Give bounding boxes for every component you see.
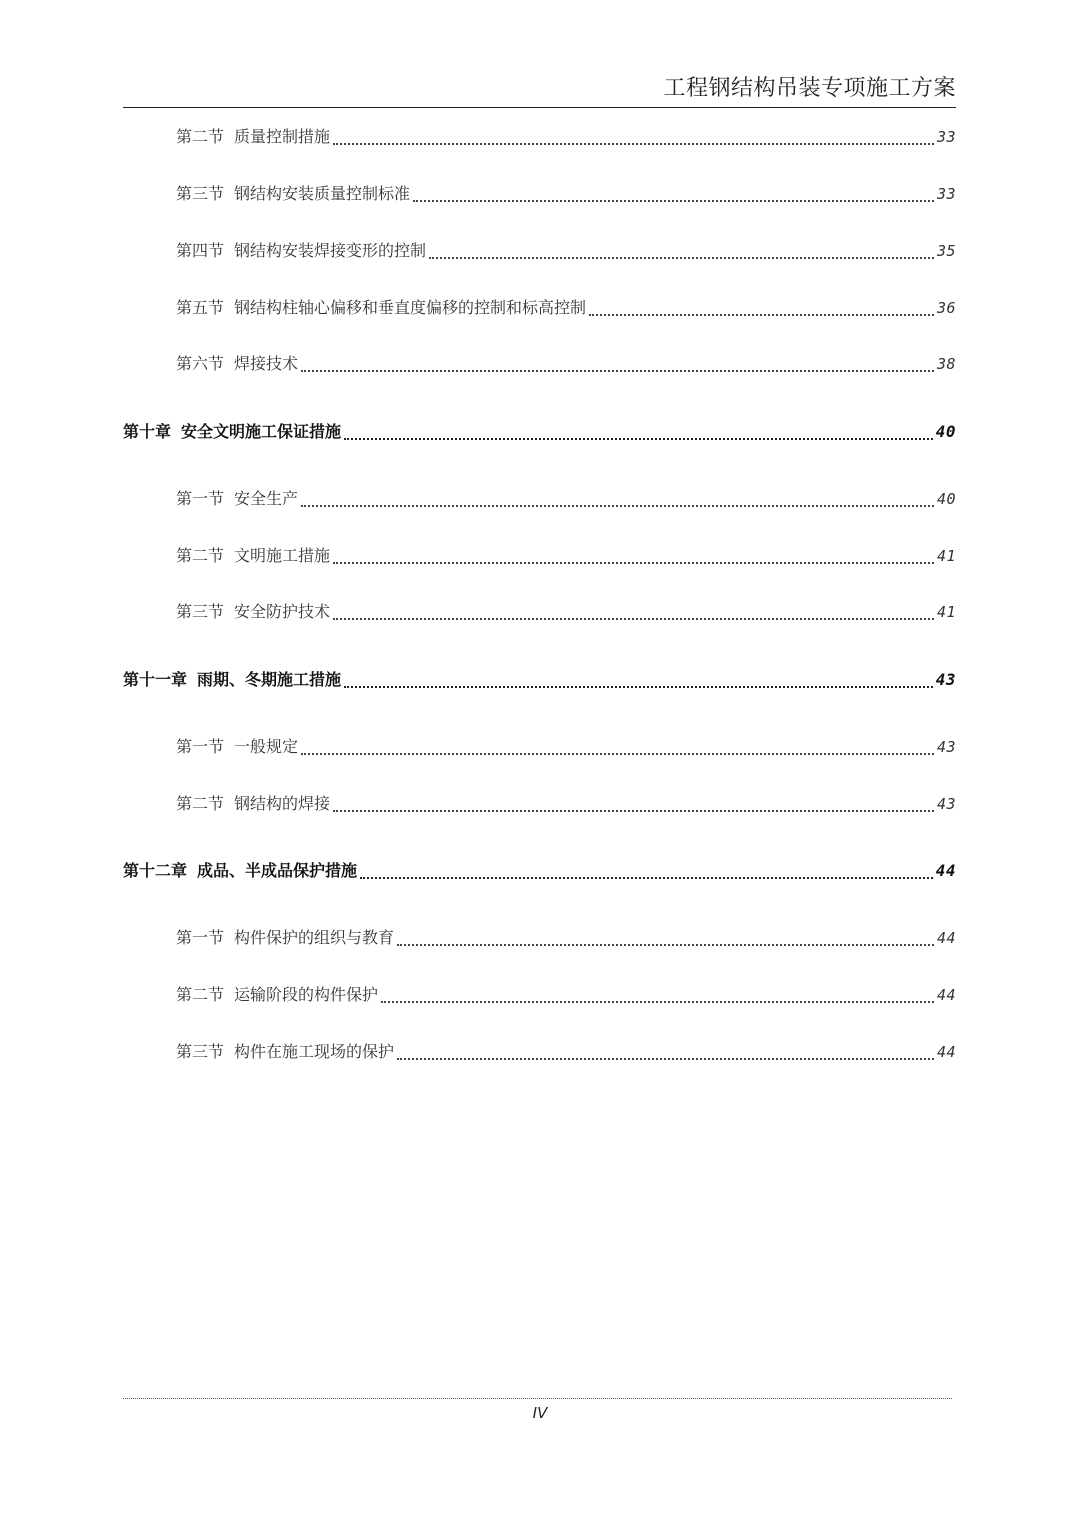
toc-entry-number: 第一节 — [176, 928, 225, 947]
dot-leader — [344, 438, 933, 440]
toc-entry[interactable] — [176, 735, 956, 759]
dot-leader — [333, 810, 934, 812]
toc-entry-title: 文明施工措施 — [234, 546, 331, 565]
toc-chapter-title: 安全文明施工保证措施 — [181, 422, 342, 441]
toc-entry[interactable] — [176, 1040, 956, 1064]
toc-entry-title: 钢结构安装焊接变形的控制 — [234, 241, 427, 260]
toc-entry-page: 40 — [936, 490, 956, 508]
toc-entry-number: 第二节 — [176, 546, 225, 565]
toc-chapter-number: 第十二章 — [123, 861, 188, 880]
document-header-title: 工程钢结构吊装专项施工方案 — [663, 76, 956, 101]
toc-entry-page: 38 — [936, 355, 956, 373]
toc-entry-number: 第三节 — [176, 1042, 225, 1061]
dot-leader — [333, 562, 934, 564]
toc-chapter-page: 43 — [935, 670, 956, 689]
toc-chapter-page: 40 — [935, 422, 956, 441]
toc-entry-title: 焊接技术 — [234, 354, 299, 373]
toc-entry-number: 第六节 — [176, 354, 225, 373]
dot-leader — [429, 257, 934, 259]
toc-entry[interactable] — [176, 544, 956, 568]
toc-entry[interactable] — [176, 182, 956, 206]
toc-entry-page: 44 — [936, 1043, 956, 1061]
toc-entry-page: 33 — [936, 185, 956, 203]
toc-chapter-number: 第十一章 — [123, 670, 188, 689]
toc-entry[interactable] — [176, 125, 956, 149]
toc-entry-title: 钢结构安装质量控制标准 — [234, 184, 411, 203]
toc-entry-number: 第二节 — [176, 794, 225, 813]
dot-leader — [301, 370, 934, 372]
toc-entry-number: 第一节 — [176, 737, 225, 756]
toc-entry-page: 35 — [936, 242, 956, 260]
toc-entry[interactable] — [176, 239, 956, 263]
toc-entry-title: 一般规定 — [234, 737, 299, 756]
toc-entry-title: 构件保护的组织与教育 — [234, 928, 395, 947]
toc-entry-title: 钢结构的焊接 — [234, 794, 331, 813]
dot-leader — [333, 143, 934, 145]
toc-entry-page: 43 — [936, 738, 956, 756]
toc-entry-page: 43 — [936, 795, 956, 813]
toc-entry[interactable] — [176, 926, 956, 950]
dot-leader — [397, 944, 934, 946]
dot-leader — [589, 314, 934, 316]
dot-leader — [344, 686, 933, 688]
footer-rule — [123, 1398, 952, 1399]
toc-entry[interactable] — [176, 600, 956, 624]
toc-entry-page: 41 — [936, 603, 956, 621]
dot-leader — [381, 1001, 934, 1003]
toc-entry-page: 44 — [936, 929, 956, 947]
toc-entry-title: 构件在施工现场的保护 — [234, 1042, 395, 1061]
toc-entry-title: 安全防护技术 — [234, 602, 331, 621]
toc-entry[interactable] — [176, 352, 956, 376]
toc-chapter-entry[interactable] — [123, 668, 956, 692]
toc-entry-number: 第三节 — [176, 184, 225, 203]
toc-chapter-page: 44 — [935, 861, 956, 880]
toc-entry-page: 33 — [936, 128, 956, 146]
toc-chapter-entry[interactable] — [123, 859, 956, 883]
dot-leader — [397, 1058, 934, 1060]
dot-leader — [413, 200, 934, 202]
toc-entry[interactable] — [176, 487, 956, 511]
toc-entry-title: 质量控制措施 — [234, 127, 331, 146]
toc-entry[interactable] — [176, 792, 956, 816]
toc-chapter-entry[interactable] — [123, 420, 956, 444]
toc-entry[interactable] — [176, 983, 956, 1007]
toc-entry-title: 运输阶段的构件保护 — [234, 985, 379, 1004]
toc-chapter-number: 第十章 — [123, 422, 172, 441]
toc-entry-number: 第二节 — [176, 985, 225, 1004]
dot-leader — [333, 618, 934, 620]
footer-page-number: IV — [532, 1404, 548, 1422]
toc-entry-page: 44 — [936, 986, 956, 1004]
toc-chapter-title: 成品、半成品保护措施 — [197, 861, 358, 880]
toc-entry-title: 安全生产 — [234, 489, 299, 508]
toc-entry-number: 第一节 — [176, 489, 225, 508]
toc-entry-number: 第二节 — [176, 127, 225, 146]
toc-entry-title: 钢结构柱轴心偏移和垂直度偏移的控制和标高控制 — [234, 298, 587, 317]
toc-entry-page: 41 — [936, 547, 956, 565]
toc-entry-number: 第三节 — [176, 602, 225, 621]
toc-chapter-title: 雨期、冬期施工措施 — [197, 670, 342, 689]
toc-entry-number: 第五节 — [176, 298, 225, 317]
dot-leader — [301, 505, 934, 507]
dot-leader — [301, 753, 934, 755]
toc-entry-page: 36 — [936, 299, 956, 317]
dot-leader — [360, 877, 933, 879]
toc-entry-number: 第四节 — [176, 241, 225, 260]
toc-entry[interactable] — [176, 296, 956, 320]
